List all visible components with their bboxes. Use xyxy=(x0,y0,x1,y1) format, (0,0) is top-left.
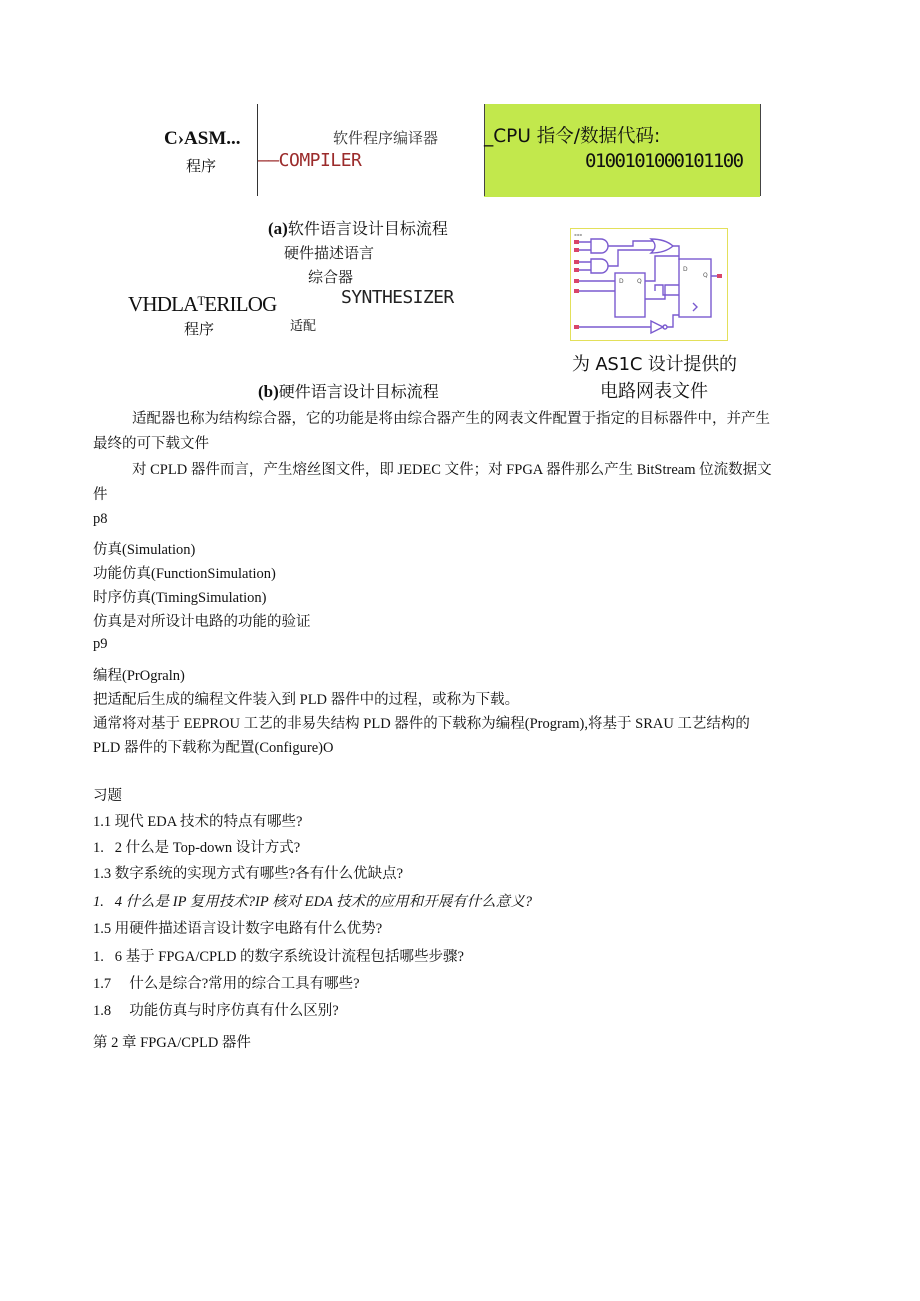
heading-simulation: 仿真(Simulation) xyxy=(93,542,196,558)
hdl-label: 硬件描述语言 xyxy=(284,244,375,262)
hdl-program-title: VHDLAᵀERILOG xyxy=(128,292,277,316)
cpu-output-line2: 0100101000101100 xyxy=(585,150,743,172)
synth-en: SYNTHESIZER xyxy=(341,287,454,308)
programming-detail-line2: PLD 器件的下载称为配置(Configure)O xyxy=(93,740,334,756)
circuit-diagram xyxy=(571,229,727,340)
svg-text:Q: Q xyxy=(637,278,642,285)
caption-a-text: 软件语言设计目标流程 xyxy=(287,219,448,238)
paragraph-cpld-line1: 对 CPLD 器件而言，产生熔丝图文件，即 JEDEC 文件；对 FPGA 器件那么产生 BitStream 位流数据文 xyxy=(132,462,772,478)
caption-b xyxy=(258,379,439,402)
compiler-en: ——COMPILER xyxy=(258,150,362,171)
simulation-definition: 仿真是对所设计电路的功能的验证 xyxy=(93,614,311,630)
page-marker-p8: p8 xyxy=(93,511,108,527)
not-gate xyxy=(651,321,663,333)
paragraph-fitter-line2: 最终的可下载文件 xyxy=(93,436,209,452)
asm-program-sub: 程序 xyxy=(186,157,217,175)
and-gate-2 xyxy=(591,259,608,273)
svg-text:D: D xyxy=(619,278,624,285)
exercise-item: 1.3 数字系统的实现方式有哪些?各有什么优缺点? xyxy=(93,866,404,882)
timing-simulation: 时序仿真(TimingSimulation) xyxy=(93,590,267,606)
caption-b-text: 硬件语言设计目标流程 xyxy=(278,382,439,401)
exercise-item: 1. 6 基于 FPGA/CPLD 的数字系统设计流程包括哪些步骤? xyxy=(93,949,464,965)
svg-text:Q: Q xyxy=(703,272,708,279)
paragraph-fitter-line1: 适配器也称为结构综合器，它的功能是将由综合器产生的网表文件配置于指定的目标器件中，并产生 xyxy=(132,411,770,427)
svg-text:▪▪▪: ▪▪▪ xyxy=(574,232,583,237)
exercise-item: 1.1 现代 EDA 技术的特点有哪些? xyxy=(93,814,303,830)
asic-line1: 为 AS1C 设计提供的 xyxy=(572,354,737,375)
exercises-heading: 习题 xyxy=(93,788,122,804)
netlist-circuit-image xyxy=(570,228,728,341)
heading-programming: 编程(PrOgraln) xyxy=(93,668,185,684)
and-gate-1 xyxy=(591,239,608,253)
exercise-item: 1. 2 什么是 Top-down 设计方式? xyxy=(93,840,301,856)
synth-cn: 综合器 xyxy=(308,268,354,286)
caption-a xyxy=(268,216,448,239)
chapter-heading: 第 2 章 FPGA/CPLD 器件 xyxy=(93,1035,251,1051)
exercise-item: 1. 4 什么是 IP 复用技术?IP 核对 EDA 技术的应用和开展有什么意义? xyxy=(93,894,533,910)
function-simulation: 功能仿真(FunctionSimulation) xyxy=(93,566,276,582)
fitter-label: 适配 xyxy=(290,319,317,334)
paragraph-cpld-line2: 件 xyxy=(93,487,108,503)
svg-text:D: D xyxy=(683,266,688,273)
divider-green-left xyxy=(484,104,485,196)
caption-a-prefix: (a) xyxy=(268,219,288,238)
asm-program-title: C›ASM... xyxy=(164,128,241,149)
exercise-item: 1.8 功能仿真与时序仿真有什么区别? xyxy=(93,1003,339,1019)
hdl-program-sub: 程序 xyxy=(184,320,215,338)
divider-green-right xyxy=(760,104,761,196)
exercise-item: 1.7 什么是综合?常用的综合工具有哪些? xyxy=(93,976,360,992)
cpu-output-line1: _CPU 指令/数据代码: xyxy=(484,126,661,147)
circuit-wires xyxy=(579,239,719,333)
compiler-cn: 软件程序编译器 xyxy=(333,129,439,147)
programming-definition: 把适配后生成的编程文件装入到 PLD 器件中的过程，或称为下载。 xyxy=(93,692,520,708)
page-marker-p9: p9 xyxy=(93,636,108,652)
asic-line2: 电路网表文件 xyxy=(600,381,708,402)
caption-b-prefix: (b) xyxy=(258,382,279,401)
exercise-item: 1.5 用硬件描述语言设计数字电路有什么优势? xyxy=(93,921,383,937)
or-gate xyxy=(651,239,673,253)
programming-detail-line1: 通常将对基于 EEPROU 工艺的非易失结构 PLD 器件的下载称为编程(Program),将基于 SRAU 工艺结构的 xyxy=(93,716,750,732)
